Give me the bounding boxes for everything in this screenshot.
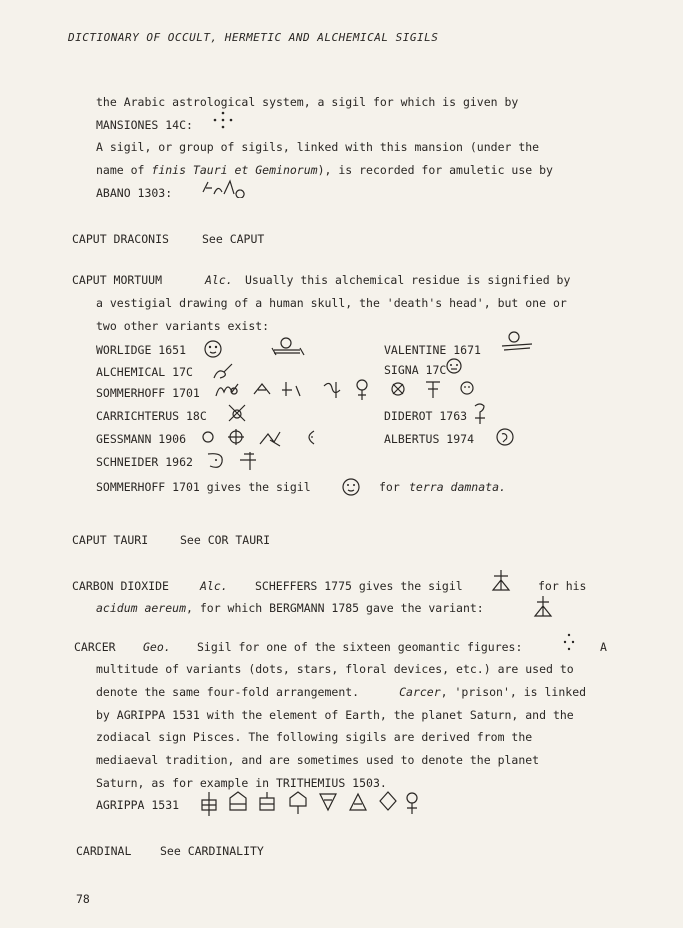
definition-line-1-end: A — [600, 640, 607, 654]
source-worlidge: WORLIDGE 1651 — [96, 343, 187, 357]
source-valentine: VALENTINE 1671 — [384, 343, 481, 357]
see-reference: See CAPUT — [202, 232, 265, 246]
albertus-sigil — [494, 426, 516, 448]
definition-line-7: Saturn, as for example in TRITHEMIUS 1503. — [96, 776, 387, 790]
definition-line-1-end: for his — [538, 579, 587, 593]
terra-damnata-sigil — [340, 476, 362, 498]
skull-bones-sigil — [270, 336, 306, 356]
page-number: 78 — [76, 892, 90, 906]
definition-line-3 — [96, 685, 586, 699]
entry-caput-mortuum: CAPUT MORTUUM — [72, 273, 163, 287]
definition-line-2: multitude of variants (dots, stars, floral devices, etc.) are used to — [96, 662, 574, 676]
sommerhoff-sigils — [212, 376, 492, 402]
final-line-for: for — [379, 480, 400, 494]
carcer-term: Carcer — [399, 685, 441, 699]
carrichterus-sigil — [226, 402, 248, 424]
definition-line-1: Usually this alchemical residue is signified by — [245, 273, 571, 287]
acidum-aereum-term: acidum aereum — [96, 601, 187, 615]
final-line-text: SOMMERHOFF 1701 gives the sigil — [96, 480, 311, 494]
signa-sigil — [444, 356, 464, 376]
definition-line-2 — [96, 601, 484, 615]
intro-latin-name: finis Tauri et Geminorum — [151, 163, 318, 177]
source-albertus: ALBERTUS 1974 — [384, 432, 475, 446]
intro-text-end: ), is recorded for amuletic use by — [317, 163, 553, 177]
schneider-sigils — [204, 446, 264, 472]
source-carrichterus: CARRICHTERUS 18C — [96, 409, 207, 423]
running-header: DICTIONARY OF OCCULT, HERMETIC AND ALCHEMICAL SIGILS — [68, 31, 439, 44]
agrippa-saturn-sigils — [198, 788, 418, 818]
definition-line-1: SCHEFFERS 1775 gives the sigil — [255, 579, 463, 593]
definition-line-2: a vestigial drawing of a human skull, the 'death's head', but one or — [96, 296, 567, 310]
definition-line-3: two other variants exist: — [96, 319, 270, 333]
entry-cardinal: CARDINAL — [76, 844, 132, 858]
see-reference: See CARDINALITY — [160, 844, 264, 858]
source-signa: SIGNA 17C — [384, 363, 447, 377]
definition-text: denote the same four-fold arrangement. — [96, 685, 360, 699]
mansion-dots-sigil — [208, 110, 238, 132]
intro-line-5: ABANO 1303: — [96, 186, 173, 200]
entry-caput-tauri: CAPUT TAURI — [72, 533, 149, 547]
carcer-geomantic-sigil — [560, 632, 578, 654]
definition-text: , for which BERGMANN 1785 gave the variant: — [186, 601, 484, 615]
intro-text: name of — [96, 163, 152, 177]
source-schneider: SCHNEIDER 1962 — [96, 455, 193, 469]
intro-line-1: the Arabic astrological system, a sigil for which is given by — [96, 95, 519, 109]
abbr-alc: Alc. — [200, 579, 228, 593]
valentine-sigil — [500, 330, 534, 354]
definition-line-6: mediaeval tradition, and are sometimes used to denote the planet — [96, 753, 540, 767]
abano-sigil — [200, 176, 250, 198]
entry-carbon-dioxide: CARBON DIOXIDE — [72, 579, 169, 593]
source-alchemical: ALCHEMICAL 17C — [96, 365, 193, 379]
source-diderot: DIDEROT 1763 — [384, 409, 468, 423]
gessmann-sigils — [200, 426, 330, 448]
definition-line-4: by AGRIPPA 1531 with the element of Earth, the planet Saturn, and the — [96, 708, 574, 722]
entry-carcer: CARCER — [74, 640, 116, 654]
definition-line-5: zodiacal sign Pisces. The following sigils are derived from the — [96, 730, 533, 744]
definition-line-1: Sigil for one of the sixteen geomantic figures: — [197, 640, 523, 654]
intro-line-4 — [96, 163, 553, 177]
bergmann-sigil — [532, 594, 554, 620]
abbr-alc: Alc. — [205, 273, 233, 287]
source-sommerhoff: SOMMERHOFF 1701 — [96, 386, 200, 400]
intro-line-3: A sigil, or group of sigils, linked with this mansion (under the — [96, 140, 540, 154]
see-reference: See COR TAURI — [180, 533, 271, 547]
source-gessmann: GESSMANN 1906 — [96, 432, 187, 446]
terra-damnata-term: terra damnata. — [409, 480, 506, 494]
definition-text-end: , 'prison', is linked — [440, 685, 587, 699]
entry-caput-draconis: CAPUT DRACONIS — [72, 232, 169, 246]
intro-line-2: MANSIONES 14C: — [96, 118, 193, 132]
abbr-geo: Geo. — [143, 640, 171, 654]
skull-sigil — [202, 338, 224, 360]
definition-line-8: AGRIPPA 1531 — [96, 798, 180, 812]
diderot-sigil — [470, 400, 490, 426]
scheffers-sigil — [490, 568, 512, 594]
